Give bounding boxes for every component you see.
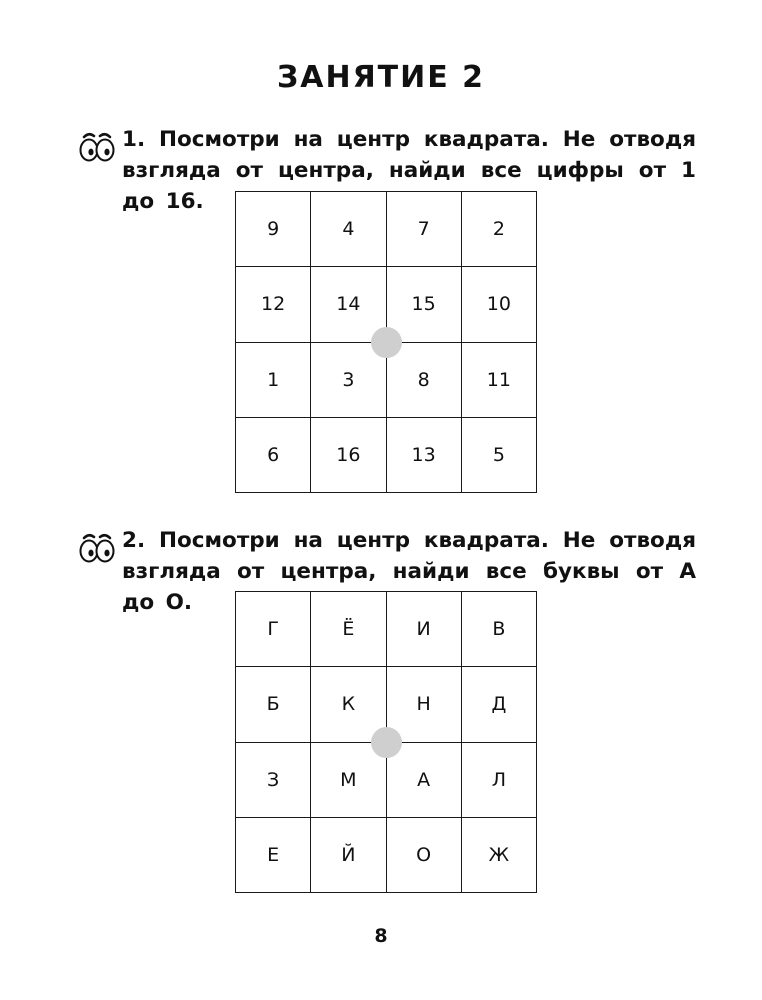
grid-cell[interactable]: 6 [236, 418, 311, 493]
eyes-icon [78, 529, 116, 565]
task-2-text: 2. Посмотри на центр квадрата. Не отводя взгляда от центра, найди все буквы от А до О. [122, 528, 696, 615]
task-1-text: 1. Посмотри на центр квадрата. Не отводя взгляда от центра, найди все цифры от 1 до 16. [122, 127, 696, 214]
task-1 [78, 124, 698, 214]
grid-cell[interactable]: Г [236, 592, 311, 667]
grid-cell[interactable]: Л [462, 743, 537, 818]
grid-cell[interactable]: 12 [236, 267, 311, 342]
grid-cell[interactable]: Е [236, 818, 311, 893]
center-dot [371, 727, 402, 758]
center-dot [371, 327, 402, 358]
grid-cell[interactable]: 10 [462, 267, 537, 342]
grid-cell[interactable]: Н [387, 667, 462, 742]
page-number: 8 [374, 925, 388, 947]
grid-cell[interactable]: 2 [462, 192, 537, 267]
grid-cell[interactable]: 13 [387, 418, 462, 493]
eyes-icon [78, 128, 116, 164]
page-title: ЗАНЯТИЕ 2 [276, 60, 486, 95]
grid-cell[interactable]: 1 [236, 343, 311, 418]
grid-cell[interactable]: А [387, 743, 462, 818]
grid-cell[interactable]: 14 [311, 267, 386, 342]
grid-cell[interactable]: Д [462, 667, 537, 742]
grid-cell[interactable]: В [462, 592, 537, 667]
grid-cell[interactable]: З [236, 743, 311, 818]
grid-cell[interactable]: М [311, 743, 386, 818]
grid-cell[interactable]: 5 [462, 418, 537, 493]
grid-cell[interactable]: 16 [311, 418, 386, 493]
grid-cell[interactable]: Б [236, 667, 311, 742]
grid-cell[interactable]: Й [311, 818, 386, 893]
grid-cell[interactable]: 4 [311, 192, 386, 267]
grid-cell[interactable]: 15 [387, 267, 462, 342]
grid-cell[interactable]: 8 [387, 343, 462, 418]
grid-cell[interactable]: Ж [462, 818, 537, 893]
grid-cell[interactable]: 3 [311, 343, 386, 418]
grid-cell[interactable]: О [387, 818, 462, 893]
grid-cell[interactable]: 7 [387, 192, 462, 267]
grid-cell[interactable]: 9 [236, 192, 311, 267]
grid-cell[interactable]: Ё [311, 592, 386, 667]
grid-cell[interactable]: И [387, 592, 462, 667]
grid-cell[interactable]: 11 [462, 343, 537, 418]
grid-cell[interactable]: К [311, 667, 386, 742]
task-2 [78, 525, 698, 615]
